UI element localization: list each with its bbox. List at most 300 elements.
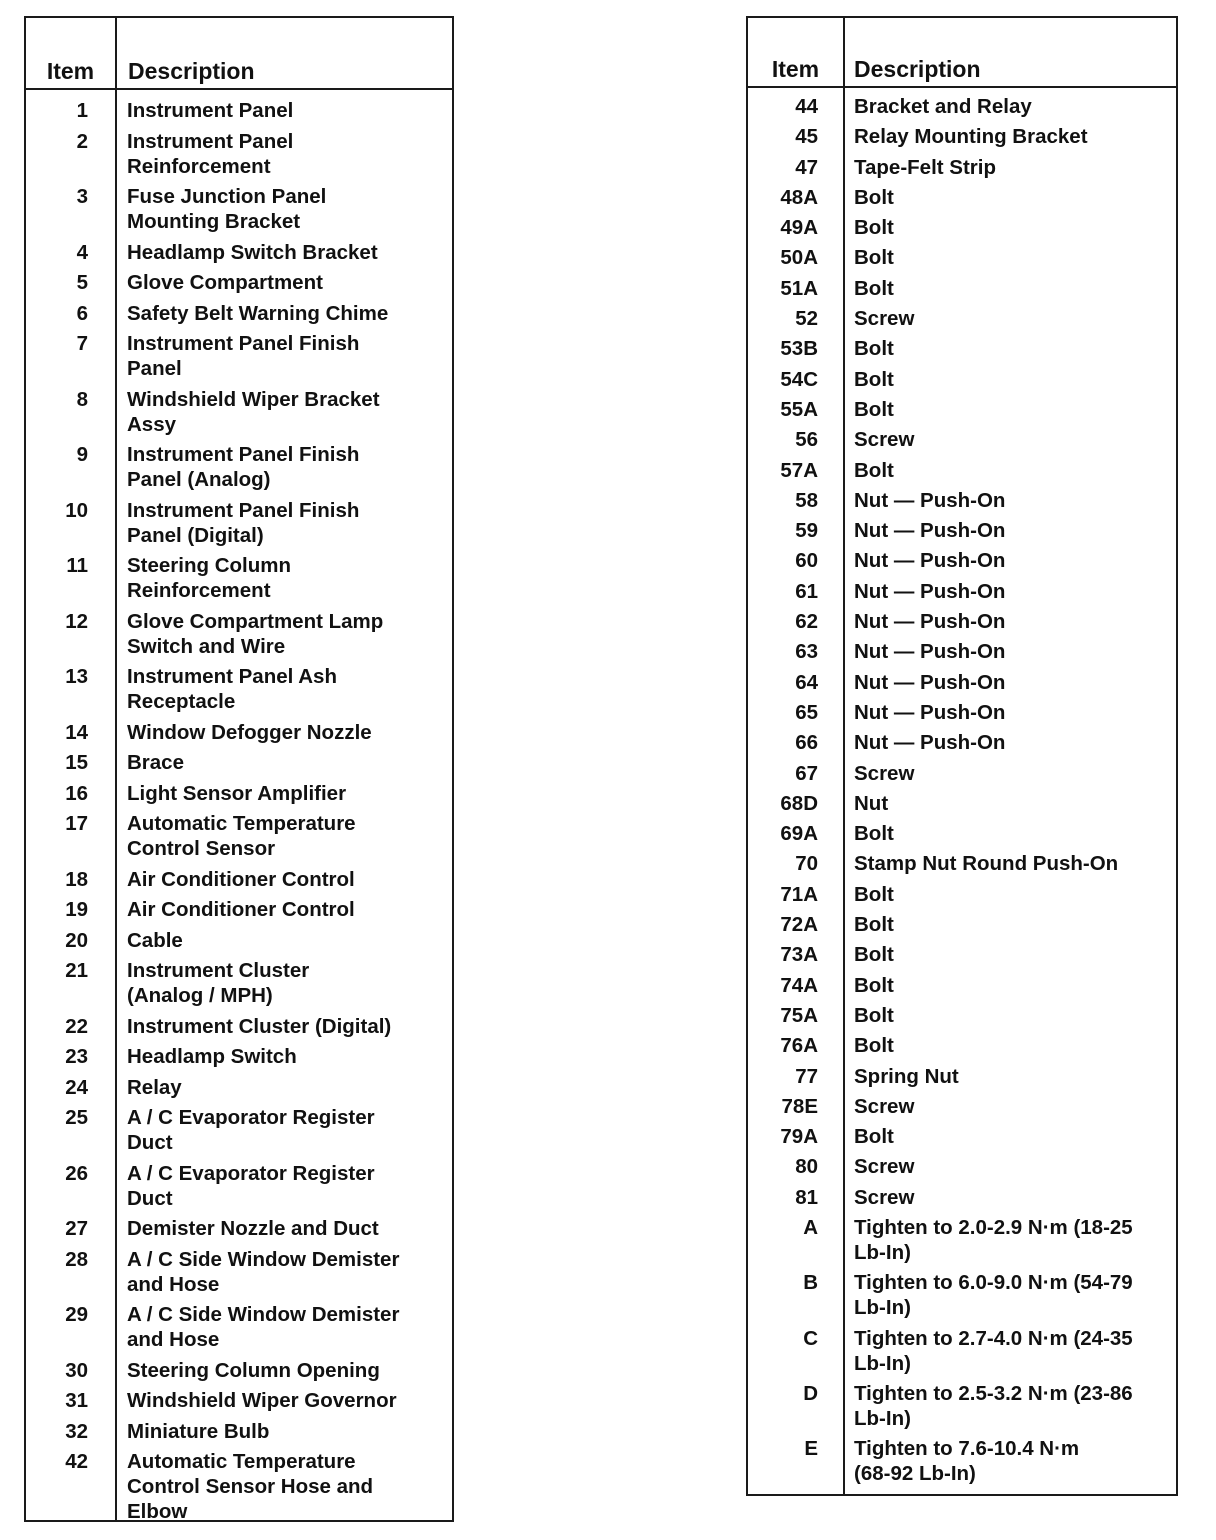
description-line: Nut — Push-On [854,731,1006,755]
table-row [748,700,1176,725]
description-line: Nut — Push-On [854,610,1006,634]
item-number: 75A [780,1003,818,1027]
description-line: Instrument Panel Ash [127,665,337,688]
parts-table-right [746,16,1178,1496]
table-row [26,331,452,381]
item-number: 44 [795,95,818,118]
item-description [88,811,356,861]
item-number: 50A [780,246,818,270]
item-number: 27 [65,1217,88,1240]
description-line: (Analog / MPH) [127,984,273,1007]
item-number: 20 [65,928,88,952]
description-line: Bolt [854,337,894,361]
description-line: Headlamp Switch Bracket [127,240,378,264]
description-line: Safety Belt Warning Chime [127,301,389,325]
description-line: Instrument Cluster [127,959,310,982]
item-description [818,579,1005,604]
table-row [26,98,452,123]
description-line: Tighten to 2.5-3.2 N·m (23-86 [854,1381,1133,1405]
table-row [26,928,452,953]
description-line: Reinforcement [127,579,271,602]
item-number: 30 [65,1358,88,1382]
table-row [748,1003,1176,1028]
table-row [748,791,1176,816]
item-description [818,336,894,361]
item-description [88,1161,375,1211]
description-line: Automatic Temperature [127,812,356,835]
table-row [748,609,1176,634]
table-body [748,94,1176,1491]
item-description [818,367,894,392]
item-description [818,942,894,967]
table-row [26,1388,452,1413]
item-description [818,1003,894,1028]
item-description [818,851,1118,876]
description-line: Lb-In) [854,1240,911,1264]
table-row [748,1094,1176,1119]
description-line: Nut [854,791,889,815]
description-line: Mounting Bracket [127,210,301,233]
item-description [818,427,914,452]
item-description [818,1033,894,1058]
table-row [748,548,1176,573]
table-row [26,240,452,265]
item-description [818,276,894,301]
item-description [88,1419,269,1444]
item-number: 11 [66,554,88,577]
table-row [748,397,1176,422]
item-description [818,1270,1133,1320]
item-description [88,442,359,492]
item-description [88,1044,297,1069]
description-line: Nut — Push-On [854,670,1006,694]
item-description [88,1075,182,1100]
description-line: Light Sensor Amplifier [127,781,347,805]
item-number: 7 [76,332,88,355]
description-line: Brace [127,751,184,774]
item-number: 77 [795,1064,818,1088]
table-row [748,215,1176,240]
item-description [818,1064,959,1089]
table-row [748,1124,1176,1149]
table-row [748,882,1176,907]
table-row [748,458,1176,483]
description-line: Control Sensor Hose and [127,1475,374,1498]
item-number: 10 [65,498,88,522]
description-line: Bolt [854,882,894,906]
item-description [88,129,293,179]
table-row [748,488,1176,513]
item-description [818,761,914,786]
description-line: Relay [127,1075,182,1099]
item-description [88,750,184,775]
item-description [88,331,359,381]
table-row [748,639,1176,664]
item-number: 63 [795,640,818,664]
description-line: Nut — Push-On [854,700,1006,724]
description-line: Bolt [854,185,894,209]
parts-table-left [24,16,454,1522]
description-line: Steering Column Opening [127,1358,380,1382]
table-row [748,1215,1176,1265]
description-line: Bolt [854,397,894,421]
item-description [88,781,346,806]
item-number: C [803,1326,818,1350]
item-number: E [804,1437,818,1461]
item-number: 54C [780,367,818,391]
item-number: 62 [795,610,818,634]
description-line: Screw [854,761,915,785]
table-row [748,245,1176,270]
table-row [26,1075,452,1100]
item-number: 60 [795,549,818,573]
item-number: 5 [76,271,88,294]
description-line: Panel (Analog) [127,468,271,491]
description-line: Bolt [854,1034,894,1058]
description-line: Relay Mounting Bracket [854,125,1088,149]
table-row [26,609,452,659]
item-description [88,609,383,659]
table-header [26,18,452,90]
description-line: and Hose [127,1272,220,1296]
item-description [818,458,894,483]
item-number: 71A [780,882,818,906]
description-line: Nut — Push-On [854,488,1006,512]
table-row [748,336,1176,361]
table-row [26,1419,452,1444]
item-description [88,301,388,326]
item-number: 73A [780,943,818,967]
item-number: 3 [76,185,88,208]
description-line: Nut — Push-On [854,579,1006,603]
table-row [748,185,1176,210]
item-number: 74A [780,973,818,997]
item-description [818,124,1088,149]
item-number: 42 [65,1450,88,1473]
item-description [88,553,291,603]
item-number: 18 [65,867,88,891]
table-row [748,973,1176,998]
item-description [818,185,894,210]
description-line: Panel [127,357,182,380]
description-line: Screw [854,1155,915,1179]
description-line: Bolt [854,458,894,482]
description-line: Headlamp Switch [127,1045,297,1068]
table-row [748,1270,1176,1320]
item-description [818,609,1005,634]
item-description [818,730,1005,755]
table-row [26,1014,452,1039]
item-number: 52 [795,307,818,331]
description-line: Lb-In) [854,1296,911,1320]
table-row [26,1302,452,1352]
item-description [818,791,888,816]
item-description [818,639,1005,664]
item-number: 25 [65,1106,88,1129]
item-number: 29 [65,1303,88,1326]
table-row [748,1436,1176,1486]
description-line: and Hose [127,1328,220,1351]
description-line: Duct [127,1186,173,1210]
description-line: Glove Compartment Lamp [127,609,384,633]
item-description [88,270,323,295]
table-body [26,98,452,1530]
table-row [26,1044,452,1069]
table-row [748,367,1176,392]
table-row [748,306,1176,331]
table-row [26,664,452,714]
item-description [88,387,380,437]
table-row [26,750,452,775]
item-description [818,245,894,270]
description-line: Bolt [854,822,894,846]
table-row [748,94,1176,119]
item-number: 58 [795,488,818,512]
table-row [26,720,452,745]
description-line: Elbow [127,1500,188,1523]
item-number: 22 [65,1014,88,1038]
item-number: 32 [65,1419,88,1443]
item-description [88,240,378,265]
description-line: Window Defogger Nozzle [127,720,372,744]
item-number: 16 [65,781,88,805]
item-number: 70 [795,852,818,876]
description-line: A / C Side Window Demister [127,1303,400,1326]
table-row [748,761,1176,786]
description-line: Assy [127,412,177,436]
item-description [88,1449,373,1524]
description-line: Nut — Push-On [854,549,1006,573]
item-number: 76A [780,1034,818,1058]
item-description [88,184,326,234]
item-description [88,1014,391,1039]
item-number: 15 [65,751,88,774]
description-line: Bolt [854,276,894,300]
item-number: 49A [780,216,818,240]
description-line: Instrument Panel [127,129,294,153]
table-row [748,1326,1176,1376]
description-line: Air Conditioner Control [127,898,355,921]
item-number: 66 [795,731,818,755]
table-row [748,912,1176,937]
item-description [88,98,293,123]
item-number: 26 [65,1161,88,1185]
description-line: Instrument Panel Finish [127,332,360,355]
item-number: 79A [780,1125,818,1149]
table-row [26,1216,452,1241]
table-row [748,730,1176,755]
item-number: 55A [780,397,818,421]
description-line: Lb-In) [854,1351,911,1375]
item-description [88,867,355,892]
item-number: B [803,1271,818,1295]
item-description [818,1094,914,1119]
description-line: A / C Evaporator Register [127,1106,375,1129]
description-line: Tape-Felt Strip [854,155,996,179]
table-row [26,301,452,326]
description-line: Lb-In) [854,1406,911,1430]
table-row [748,124,1176,149]
item-description [818,1154,914,1179]
item-description [818,700,1005,725]
table-row [26,387,452,437]
description-line: Bolt [854,913,894,937]
item-number: 45 [795,125,818,149]
item-description [818,912,894,937]
item-description [88,1302,399,1352]
item-number: 4 [76,240,88,264]
table-row [748,942,1176,967]
item-number: 14 [65,720,88,744]
item-description [818,306,914,331]
item-number: 68D [780,791,818,815]
description-line: Nut — Push-On [854,519,1006,543]
description-line: A / C Side Window Demister [127,1247,400,1271]
header-item: Item [771,56,820,82]
table-row [26,553,452,603]
table-header [748,18,1176,88]
item-description [818,94,1032,119]
item-number: 48A [780,185,818,209]
description-line: Bracket and Relay [854,95,1032,118]
description-line: Screw [854,428,915,452]
item-description [818,670,1005,695]
description-line: Bolt [854,367,894,391]
table-row [26,867,452,892]
item-number: 17 [65,812,88,835]
description-line: Screw [854,307,915,331]
item-number: 13 [65,665,88,688]
description-line: Instrument Cluster (Digital) [127,1014,392,1038]
table-row [748,1381,1176,1431]
description-line: Instrument Panel [127,99,294,122]
description-line: Windshield Wiper Bracket [127,387,380,411]
description-line: Panel (Digital) [127,523,264,547]
table-row [748,1185,1176,1210]
item-number: 53B [780,337,818,361]
item-description [818,973,894,998]
table-row [748,427,1176,452]
item-description [818,215,894,240]
item-description [88,897,355,922]
description-line: Instrument Panel Finish [127,498,360,522]
description-line: Fuse Junction Panel [127,185,327,208]
item-number: 61 [795,579,818,603]
item-description [818,518,1005,543]
table-row [26,958,452,1008]
item-number: 69A [780,822,818,846]
item-number: 57A [780,458,818,482]
item-description [818,882,894,907]
item-number: 47 [795,155,818,179]
table-row [26,270,452,295]
description-line: Switch and Wire [127,634,286,658]
description-line: Air Conditioner Control [127,867,355,891]
item-description [818,1215,1133,1265]
table-row [26,1358,452,1383]
item-number: 72A [780,913,818,937]
description-line: Screw [854,1094,915,1118]
item-number: 12 [65,609,88,633]
description-line: Reinforcement [127,154,271,178]
description-line: Bolt [854,246,894,270]
item-number: D [803,1381,818,1405]
table-row [748,579,1176,604]
item-number: 19 [65,898,88,921]
item-description [88,1105,375,1155]
table-row [26,1449,452,1524]
table-row [748,1064,1176,1089]
description-line: Stamp Nut Round Push-On [854,852,1119,876]
table-row [26,1161,452,1211]
item-number: 6 [76,301,88,325]
description-line: Automatic Temperature [127,1450,356,1473]
item-number: 28 [65,1247,88,1271]
item-description [818,1436,1079,1486]
description-line: A / C Evaporator Register [127,1161,375,1185]
item-description [818,155,996,180]
description-line: Control Sensor [127,837,276,860]
description-line: Steering Column [127,554,292,577]
table-row [26,442,452,492]
table-row [748,821,1176,846]
item-description [88,928,183,953]
table-row [26,1247,452,1297]
description-line: Bolt [854,1003,894,1027]
item-number: 64 [795,670,818,694]
item-number: 81 [795,1185,818,1209]
description-line: Bolt [854,973,894,997]
description-line: Receptacle [127,690,236,713]
item-number: 51A [780,276,818,300]
description-line: Spring Nut [854,1064,959,1088]
item-number: 59 [795,519,818,543]
description-line: Glove Compartment [127,271,323,294]
item-number: 9 [76,443,88,466]
table-row [26,1105,452,1155]
description-line: Duct [127,1131,173,1154]
item-description [818,1326,1133,1376]
item-description [88,664,337,714]
item-description [818,1381,1133,1431]
description-line: Nut — Push-On [854,640,1006,664]
description-line: Tighten to 2.7-4.0 N·m (24-35 [854,1326,1133,1350]
item-number: 67 [795,761,818,785]
item-number: 31 [65,1389,88,1412]
item-description [88,1216,379,1241]
table-row [26,498,452,548]
item-description [88,958,309,1008]
item-description [88,720,372,745]
description-line: Demister Nozzle and Duct [127,1217,379,1240]
description-line: Miniature Bulb [127,1419,270,1443]
description-line: Tighten to 6.0-9.0 N·m (54-79 [854,1271,1133,1295]
table-row [748,518,1176,543]
item-number: 21 [65,959,88,982]
description-line: Cable [127,928,183,952]
description-line: (68-92 Lb-In) [854,1462,976,1486]
description-line: Bolt [854,216,894,240]
table-row [748,1033,1176,1058]
description-line: Screw [854,1185,915,1209]
table-row [26,184,452,234]
table-row [26,811,452,861]
item-description [818,821,894,846]
table-row [748,155,1176,180]
item-description [818,397,894,422]
item-number: A [803,1215,818,1239]
item-number: 2 [76,129,88,153]
